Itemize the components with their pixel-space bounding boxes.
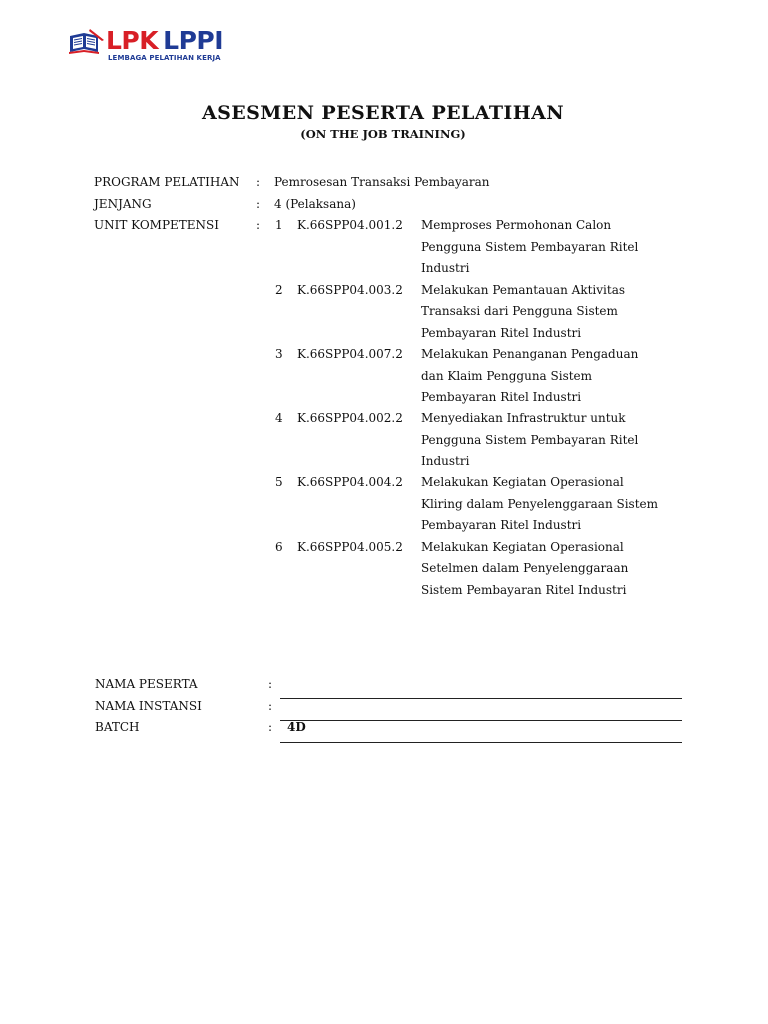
unit-title-line: Pengguna Sistem Pembayaran Ritel — [421, 432, 639, 447]
unit-code: K.66SPP04.002.2 — [297, 411, 403, 425]
jenjang-value: 4 (Pelaksana) — [274, 196, 356, 211]
unit-code: K.66SPP04.001.2 — [297, 218, 403, 232]
unit-number: 3 — [275, 347, 283, 361]
batch-field[interactable]: 4D — [287, 720, 306, 734]
unit-title-line: Pengguna Sistem Pembayaran Ritel — [421, 239, 639, 254]
unit-title-line: Setelmen dalam Penyelenggaraan — [421, 561, 629, 575]
unit-label: UNIT KOMPETENSI — [94, 218, 219, 232]
unit-code: K.66SPP04.005.2 — [297, 539, 403, 554]
unit-number: 5 — [275, 475, 283, 489]
document-title: ASESMEN PESERTA PELATIHAN — [202, 102, 564, 124]
nama-peserta-underline — [280, 698, 682, 699]
jenjang-separator: : — [256, 196, 261, 211]
book-quill-icon — [68, 28, 106, 56]
program-label: PROGRAM PELATIHAN — [94, 175, 240, 189]
unit-number: 2 — [275, 282, 283, 297]
batch-underline — [280, 742, 682, 743]
program-value: Pemrosesan Transaksi Pembayaran — [274, 175, 490, 189]
unit-code: K.66SPP04.004.2 — [297, 475, 403, 489]
unit-number: 1 — [275, 218, 283, 232]
unit-title-line: Melakukan Penanganan Pengaduan — [421, 347, 639, 361]
logo-wordmark — [106, 25, 223, 57]
batch-label: BATCH — [95, 720, 140, 734]
unit-code: K.66SPP04.007.2 — [297, 347, 403, 361]
unit-title-line: Sistem Pembayaran Ritel Industri — [421, 582, 627, 597]
unit-title-line: Kliring dalam Penyelenggaraan Sistem — [421, 496, 658, 511]
unit-title-line: Pembayaran Ritel Industri — [421, 518, 582, 532]
jenjang-label: JENJANG — [94, 196, 152, 211]
nama-instansi-label: NAMA INSTANSI — [95, 698, 202, 713]
lpk-lppi-logo — [68, 24, 238, 68]
logo-tagline: LEMBAGA PELATIHAN KERJA — [108, 54, 221, 62]
unit-title-line: Industri — [421, 261, 470, 275]
unit-number: 6 — [275, 539, 283, 554]
unit-separator: : — [256, 218, 261, 232]
unit-title-line: Melakukan Kegiatan Operasional — [421, 475, 624, 489]
nama-peserta-separator: : — [268, 676, 273, 691]
unit-number: 4 — [275, 411, 283, 425]
unit-code: K.66SPP04.003.2 — [297, 282, 403, 297]
nama-instansi-separator: : — [268, 698, 273, 713]
unit-title-line: dan Klaim Pengguna Sistem — [421, 368, 593, 383]
unit-title-line: Menyediakan Infrastruktur untuk — [421, 411, 626, 425]
batch-separator: : — [268, 720, 273, 734]
document-subtitle: (ON THE JOB TRAINING) — [300, 127, 466, 141]
unit-title-line: Melakukan Pemantauan Aktivitas — [421, 282, 625, 297]
unit-title-line: Industri — [421, 454, 470, 468]
unit-title-line: Pembayaran Ritel Industri — [421, 325, 582, 340]
logo-brand-lppi: LPPI — [163, 26, 224, 55]
unit-title-line: Memproses Permohonan Calon — [421, 218, 612, 232]
unit-title-line: Transaksi dari Pengguna Sistem — [421, 304, 618, 318]
program-separator: : — [256, 175, 261, 189]
unit-title-line: Melakukan Kegiatan Operasional — [421, 539, 624, 554]
nama-peserta-label: NAMA PESERTA — [95, 676, 198, 691]
logo-brand-lpk: LPK — [106, 26, 159, 55]
unit-title-line: Pembayaran Ritel Industri — [421, 390, 582, 404]
nama-instansi-underline — [280, 720, 682, 721]
